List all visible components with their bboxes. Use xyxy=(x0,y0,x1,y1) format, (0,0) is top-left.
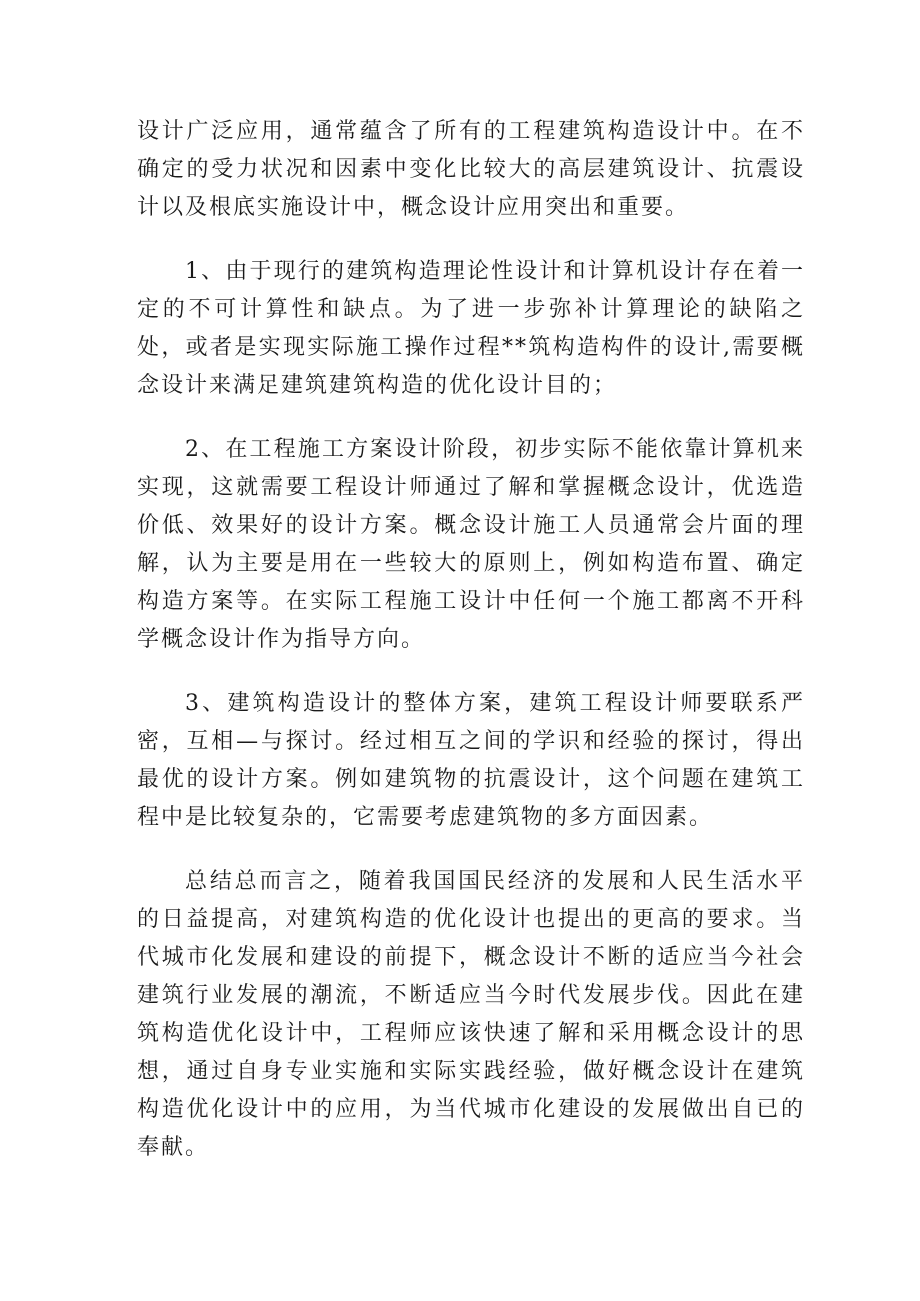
document-body xyxy=(137,113,805,1193)
paragraph-point-3: 3、建筑构造设计的整体方案，建筑工程设计师要联系严密，互相—与探讨。经过相互之间的学识和经验的探讨，得出最优的设计方案。例如建筑物的抗震设计，这个问题在建筑工程中是比较复杂的，它需要考虑建筑物的多方面因素。 xyxy=(137,691,805,830)
paragraph-point-2: 2、在工程施工方案设计阶段，初步实际不能依靠计算机来实现，这就需要工程设计师通过了解和掌握概念设计，优选造价低、效果好的设计方案。概念设计施工人员通常会片面的理解，认为主要是用在一些较大的原则上，例如构造布置、确定构造方案等。在实际工程施工设计中任何一个施工都离不开科学概念设计作为指导方向。 xyxy=(137,437,805,652)
paragraph-continuation: 设计广泛应用，通常蕴含了所有的工程建筑构造设计中。在不确定的受力状况和因素中变化比较大的高层建筑设计、抗震设计以及根底实施设计中，概念设计应用突出和重要。 xyxy=(137,119,805,220)
paragraph-conclusion: 总结总而言之，随着我国国民经济的发展和人民生活水平的日益提高，对建筑构造的优化设计也提出的更高的要求。当代城市化发展和建设的前提下，概念设计不断的适应当今社会建筑行业发展的潮流，不断适应当今时代发展步伐。因此在建筑构造优化设计中，工程师应该快速了解和采用概念设计的思想，通过自身专业实施和实际实践经验，做好概念设计在建筑构造优化设计中的应用，为当代城市化建设的发展做出自已的奉献。 xyxy=(137,869,805,1160)
paragraph-point-1: 1、由于现行的建筑构造理论性设计和计算机设计存在着一定的不可计算性和缺点。为了进一步弥补计算理论的缺陷之处，或者是实现实际施工操作过程**筑构造构件的设计,需要概念设计来满足建筑建筑构造的优化设计目的； xyxy=(137,259,805,398)
